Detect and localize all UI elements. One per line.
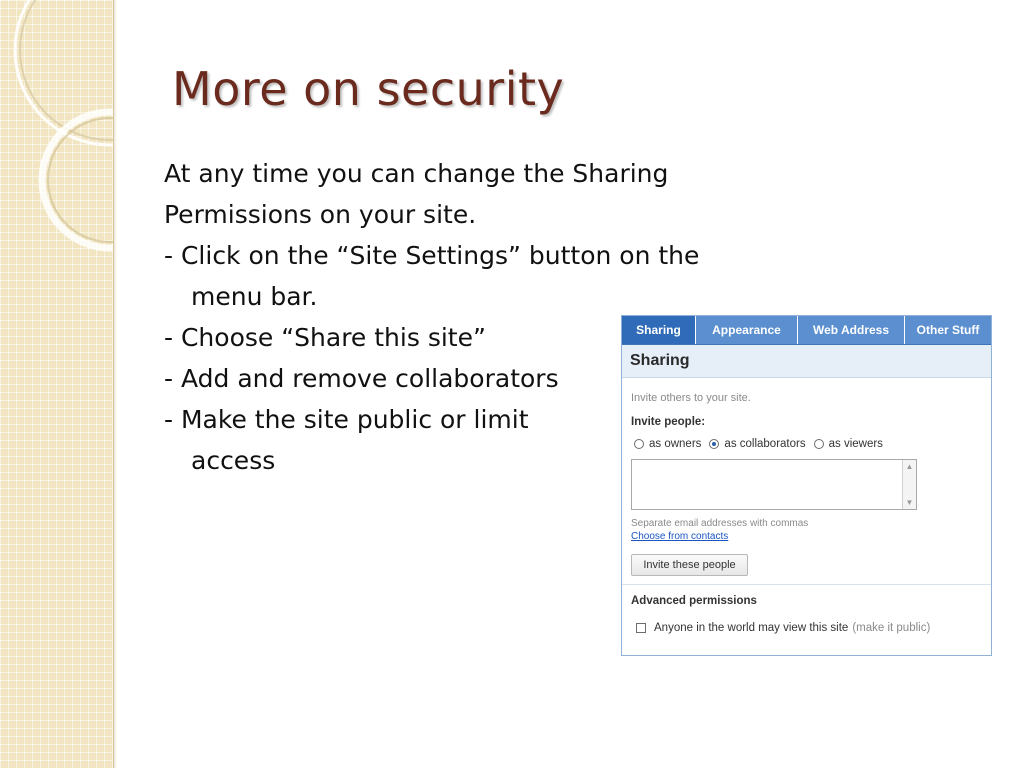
tab-web-address[interactable]: Web Address (798, 316, 905, 344)
textarea-scrollbar[interactable] (902, 460, 916, 509)
choose-from-contacts-link[interactable]: Choose from contacts (631, 531, 729, 542)
radio-button[interactable] (634, 439, 644, 449)
public-access-checkbox[interactable] (636, 623, 646, 633)
radio-label: as owners (649, 438, 702, 450)
settings-tab-bar (622, 316, 991, 345)
invite-hint: Invite others to your site. (631, 392, 751, 404)
slide-title: More on security (172, 62, 565, 116)
body-line: - Add and remove collaborators (164, 364, 559, 393)
make-public-hint: (make it public) (852, 622, 931, 634)
body-line: - Click on the “Site Settings” button on the (164, 241, 700, 270)
body-line: menu bar. (191, 282, 318, 311)
sharing-settings-panel (621, 315, 992, 656)
separate-emails-hint: Separate email addresses with commas (631, 518, 809, 529)
role-radio-group (634, 438, 891, 450)
advanced-permissions-label: Advanced permissions (631, 595, 757, 607)
radio-button[interactable] (814, 439, 824, 449)
email-addresses-input[interactable] (631, 459, 917, 510)
scroll-up-icon[interactable]: ▲ (905, 462, 914, 471)
radio-label: as collaborators (724, 438, 806, 450)
section-divider (622, 584, 991, 585)
invite-people-label: Invite people: (631, 416, 706, 428)
radio-button[interactable] (709, 439, 719, 449)
role-option-collaborators[interactable] (709, 438, 805, 450)
invite-these-people-button[interactable]: Invite these people (631, 554, 748, 576)
role-option-viewers[interactable] (814, 438, 883, 450)
panel-header: Sharing (622, 345, 991, 378)
tab-appearance[interactable]: Appearance (696, 316, 798, 344)
scroll-down-icon[interactable]: ▼ (905, 498, 914, 507)
tab-sharing[interactable]: Sharing (622, 316, 696, 344)
body-line: Permissions on your site. (164, 200, 477, 229)
body-line: - Make the site public or limit (164, 405, 529, 434)
strip-shadow (113, 0, 117, 768)
body-line: access (191, 446, 276, 475)
public-access-label: Anyone in the world may view this site (654, 622, 849, 634)
role-option-owners[interactable] (634, 438, 701, 450)
public-access-option[interactable] (636, 622, 930, 634)
decorative-rings (0, 0, 113, 768)
body-line: At any time you can change the Sharing (164, 159, 669, 188)
body-line: - Choose “Share this site” (164, 323, 486, 352)
decorative-left-strip (0, 0, 114, 768)
tab-other-stuff[interactable]: Other Stuff (916, 323, 980, 337)
radio-label: as viewers (828, 438, 883, 450)
